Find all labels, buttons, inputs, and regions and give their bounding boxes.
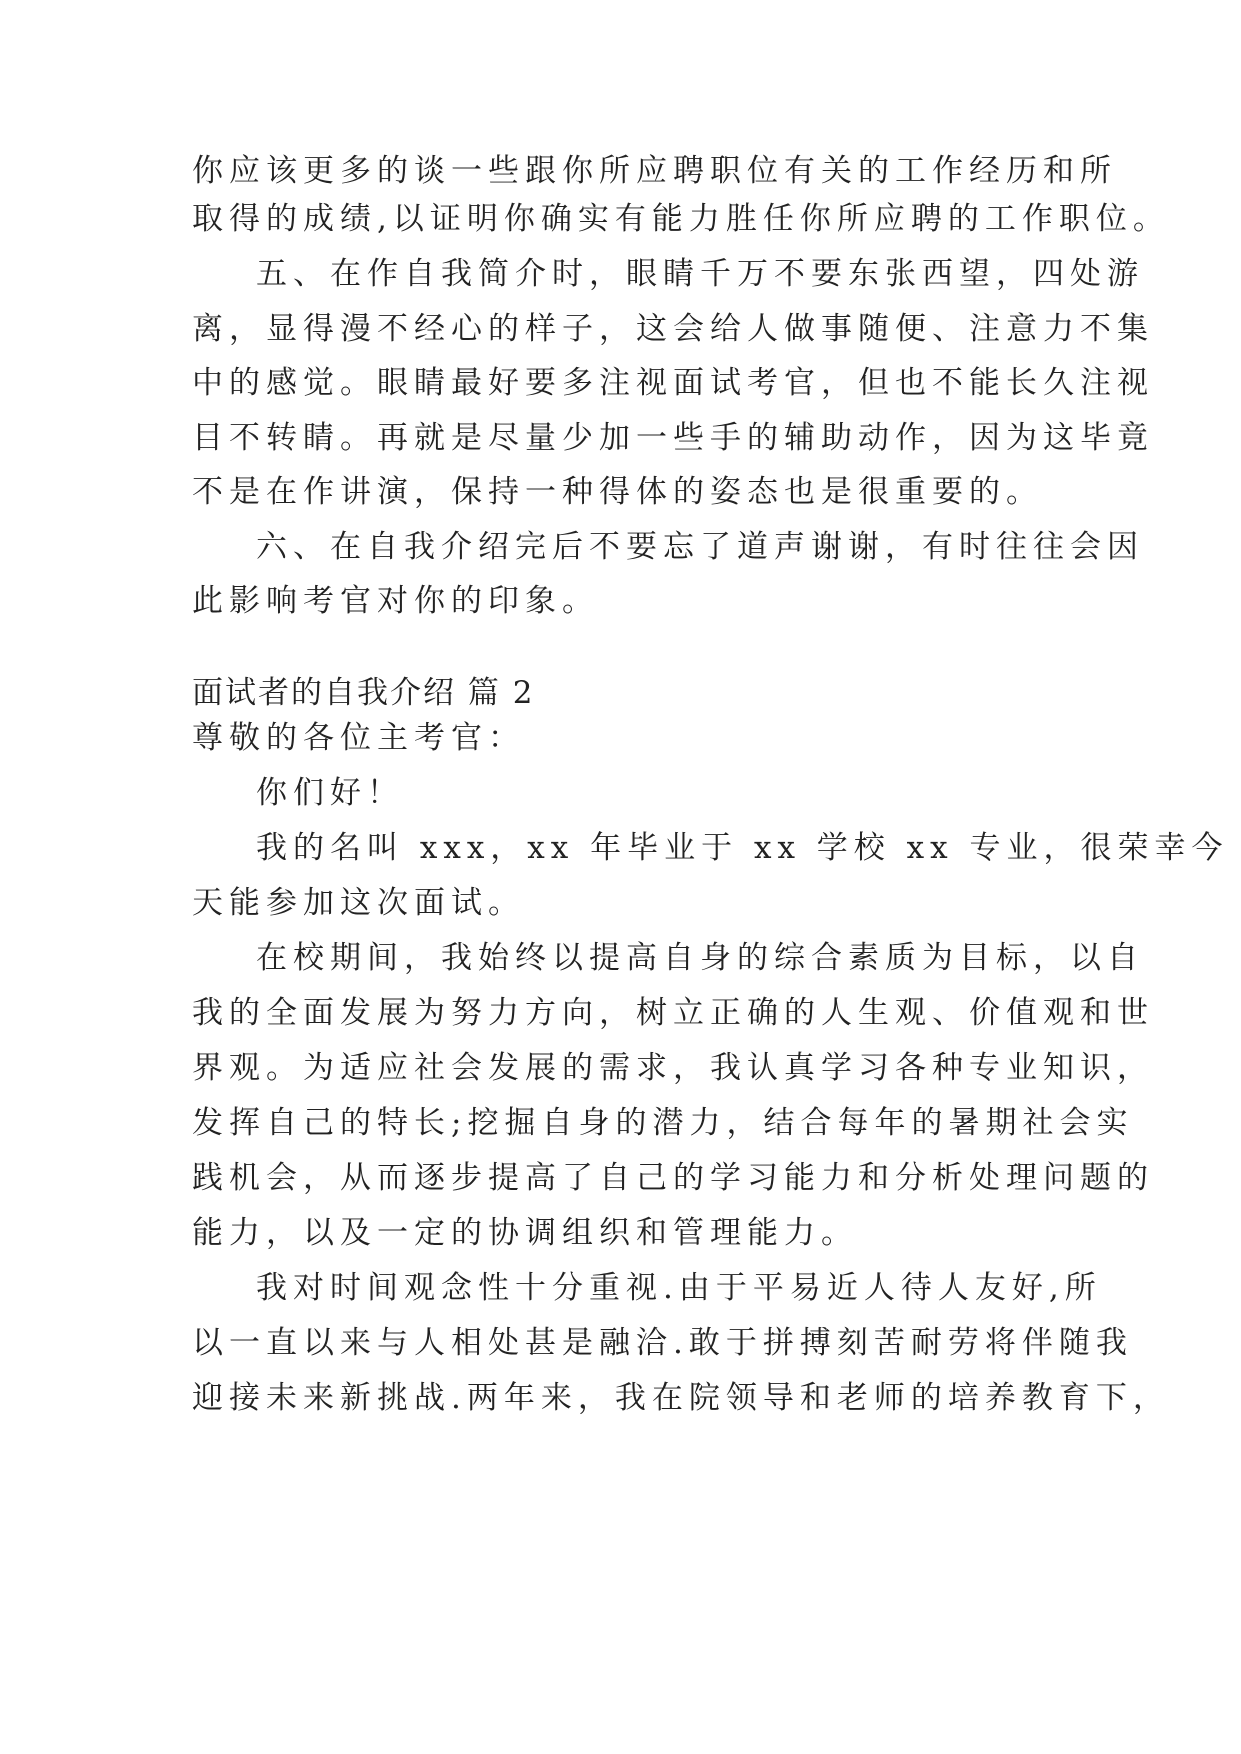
paragraph-line: 我的名叫 xxx，xx 年毕业于 xx 学校 xx 专业，很荣幸今: [256, 830, 1229, 866]
paragraph-line: 践机会，从而逐步提高了自己的学习能力和分析处理问题的: [192, 1160, 1154, 1196]
paragraph-line: 取得的成绩,以证明你确实有能力胜任你所应聘的工作职位。: [192, 201, 1170, 237]
paragraph-line: 此影响考官对你的印象。: [192, 583, 599, 619]
paragraph-line: 六、在自我介绍完后不要忘了道声谢谢，有时往往会因: [256, 529, 1144, 565]
paragraph-line: 中的感觉。眼睛最好要多注视面试考官，但也不能长久注视: [192, 365, 1154, 401]
paragraph-line: 我的全面发展为努力方向，树立正确的人生观、价值观和世: [192, 995, 1154, 1031]
section-heading: 面试者的自我介绍 篇 2: [192, 675, 535, 711]
paragraph-line: 五、在作自我简介时，眼睛千万不要东张西望，四处游: [256, 256, 1144, 292]
paragraph-line: 不是在作讲演，保持一种得体的姿态也是很重要的。: [192, 474, 1043, 510]
paragraph-line: 迎接未来新挑战.两年来，我在院领导和老师的培养教育下，: [192, 1380, 1170, 1416]
paragraph-line: 你应该更多的谈一些跟你所应聘职位有关的工作经历和所: [192, 153, 1117, 189]
paragraph-line: 目不转睛。再就是尽量少加一些手的辅助动作，因为这毕竟: [192, 420, 1154, 456]
hello-line: 你们好！: [256, 775, 404, 811]
paragraph-line: 界观。为适应社会发展的需求，我认真学习各种专业知识，: [192, 1050, 1154, 1086]
paragraph-line: 能力，以及一定的协调组织和管理能力。: [192, 1215, 858, 1251]
paragraph-line: 天能参加这次面试。: [192, 885, 525, 921]
paragraph-line: 在校期间，我始终以提高自身的综合素质为目标，以自: [256, 940, 1144, 976]
greeting-line: 尊敬的各位主考官：: [192, 720, 525, 756]
paragraph-line: 离，显得漫不经心的样子，这会给人做事随便、注意力不集: [192, 311, 1154, 347]
paragraph-line: 以一直以来与人相处甚是融洽.敢于拼搏刻苦耐劳将伴随我: [192, 1325, 1133, 1361]
paragraph-line: 我对时间观念性十分重视.由于平易近人待人友好,所: [256, 1270, 1102, 1306]
paragraph-line: 发挥自己的特长;挖掘自身的潜力，结合每年的暑期社会实: [192, 1105, 1134, 1141]
